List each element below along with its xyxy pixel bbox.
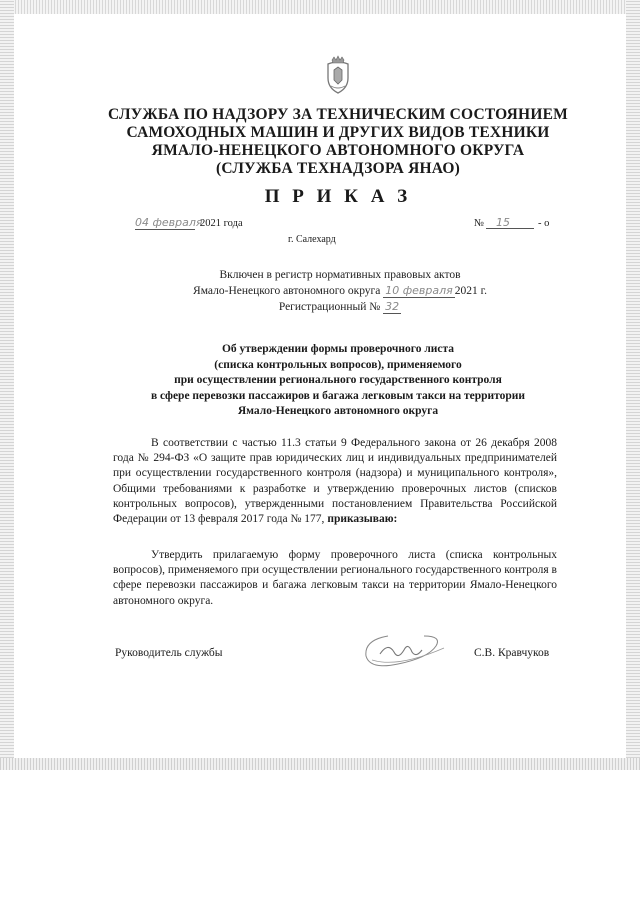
- registration-number-label: Регистрационный №: [278, 301, 381, 313]
- preamble-paragraph: [113, 436, 557, 527]
- document-title: П Р И К А З: [264, 186, 412, 207]
- subject-line: при осуществлении регионального государственного контроля: [174, 374, 502, 386]
- registration-year: 2021 г.: [454, 285, 487, 297]
- subject-line: Ямало-Ненецкого автономного округа: [237, 405, 439, 417]
- signer-name: С.В. Кравчуков: [474, 647, 550, 659]
- organization-line: ЯМАЛО-НЕНЕЦКОГО АВТОНОМНОГО ОКРУГА: [151, 142, 525, 159]
- scan-border-left: [0, 0, 14, 770]
- signer-position: Руководитель службы: [115, 647, 223, 659]
- registration-line-2: [150, 283, 530, 299]
- scan-border-top: [0, 0, 640, 14]
- preamble-text: В соответствии с частью 11.3 статьи 9 Федерального закона от 26 декабря 2008 года № 294-ФЗ «О защите прав юридических лиц и индивидуальных предпринимателей при осуществлении государственного контроля (надзора) и муниципального контроля», Общими требованиями к разработке и утверждению проверочных листов (списков контрольных вопросов), утвержденными постановлением Правительства Российской Федерации от 13 февраля 2017 года № 177,: [113, 437, 557, 526]
- signature-icon: [358, 628, 450, 672]
- registration-line-1: Включен в регистр нормативных правовых актов: [219, 269, 461, 281]
- order-number-suffix: - о: [538, 218, 550, 229]
- city: г. Салехард: [288, 234, 336, 245]
- order-date-handwritten: 04 февраля: [135, 216, 203, 229]
- organization-name: [100, 106, 576, 178]
- order-paragraph: Утвердить прилагаемую форму проверочного листа (списка контрольных вопросов), применяемого при осуществлении регионального государственного контроля в сфере перевозки пассажиров и багажа легковым такси на территории Ямало-Ненецкого автономного округа.: [113, 549, 557, 607]
- subject-line: Об утверждении формы проверочного листа: [221, 343, 455, 355]
- registration-region: Ямало-Ненецкого автономного округа: [193, 285, 381, 297]
- order-number-label: №: [474, 218, 485, 229]
- subject-line: в сфере перевозки пассажиров и багажа легковым такси на территории: [150, 389, 526, 402]
- order-subject: [120, 342, 556, 420]
- scan-border-bottom: [0, 758, 640, 770]
- order-verb: приказываю:: [327, 513, 398, 526]
- order-year: 2021 года: [200, 218, 243, 229]
- organization-line: СЛУЖБА ПО НАДЗОРУ ЗА ТЕХНИЧЕСКИМ СОСТОЯНИЕМ: [108, 106, 568, 123]
- registration-line-3: [150, 299, 530, 315]
- order-number-line: [486, 228, 534, 229]
- organization-line: САМОХОДНЫХ МАШИН И ДРУГИХ ВИДОВ ТЕХНИКИ: [126, 124, 550, 141]
- subject-line: (списка контрольных вопросов), применяемого: [214, 358, 462, 371]
- scan-border-right: [626, 0, 640, 770]
- registration-stamp: [150, 268, 530, 315]
- coat-of-arms-icon: [322, 56, 354, 96]
- order-number-handwritten: 15: [496, 216, 510, 229]
- organization-line: (СЛУЖБА ТЕХНАДЗОРА ЯНАО): [216, 160, 460, 177]
- registration-date-handwritten: 10 февраля: [385, 284, 453, 297]
- registration-number-handwritten: 32: [385, 300, 400, 313]
